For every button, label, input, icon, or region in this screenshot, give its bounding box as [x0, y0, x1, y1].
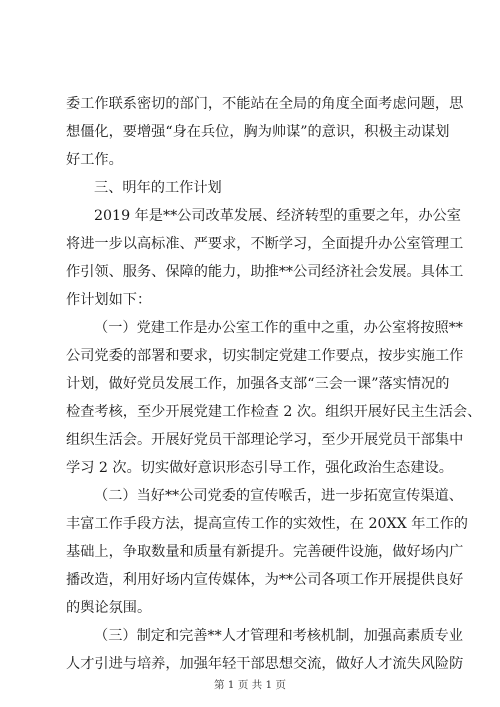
section-heading: 三、明年的工作计划: [94, 180, 222, 196]
body-line-13: 组织生活会。开展好党员干部理论学习，至少开展党员干部集中: [66, 432, 464, 448]
body-line-16: 丰富工作手段方法，提高宣传工作的实效性，在 20XX 年工作的: [66, 516, 468, 532]
body-line-12: 检查考核，至少开展党建工作检查 2 次。组织开展好民主生活会、: [66, 404, 482, 420]
body-line-17: 基础上，争取数量和质量有新提升。完善硬件设施，做好场内广: [66, 544, 464, 560]
body-line-6: 将进一步以高标准、严要求，不断学习，全面提升办公室管理工: [66, 236, 464, 252]
body-line-20: （三）制定和完善**人才管理和考核机制，加强高素质专业: [94, 628, 463, 644]
body-line-11: 计划，做好党员发展工作，加强各支部“三会一课”落实情况的: [66, 376, 450, 392]
body-line-21: 人才引进与培养，加强年轻干部思想交流，做好人才流失风险防: [66, 656, 464, 672]
body-line-1: 委工作联系密切的部门，不能站在全局的角度全面考虑问题，思: [66, 96, 464, 112]
body-line-5: 2019 年是**公司改革发展、经济转型的重要之年，办公室: [94, 208, 461, 224]
body-line-18: 播改造，利用好场内宣传媒体，为**公司各项工作开展提供良好: [66, 572, 464, 588]
body-line-15: （二）当好**公司党委的宣传喉舌，进一步拓宽宣传渠道、: [94, 488, 463, 504]
body-line-8: 作计划如下：: [66, 292, 152, 308]
body-line-14: 学习 2 次。切实做好意识形态引导工作，强化政治生态建设。: [66, 460, 453, 476]
body-line-3: 好工作。: [66, 152, 123, 168]
body-line-10: 公司党委的部署和要求，切实制定党建工作要点，按步实施工作: [66, 348, 464, 364]
page-number-footer: 第 1 页 共 1 页: [213, 679, 287, 691]
body-line-19: 的舆论氛围。: [66, 600, 152, 616]
body-line-2: 想僵化，要增强“身在兵位，胸为帅谋”的意识，积极主动谋划: [66, 124, 450, 140]
body-line-9: （一）党建工作是办公室工作的重中之重，办公室将按照**: [94, 320, 463, 336]
body-line-7: 作引领、服务、保障的能力，助推**公司经济社会发展。具体工: [66, 264, 464, 280]
